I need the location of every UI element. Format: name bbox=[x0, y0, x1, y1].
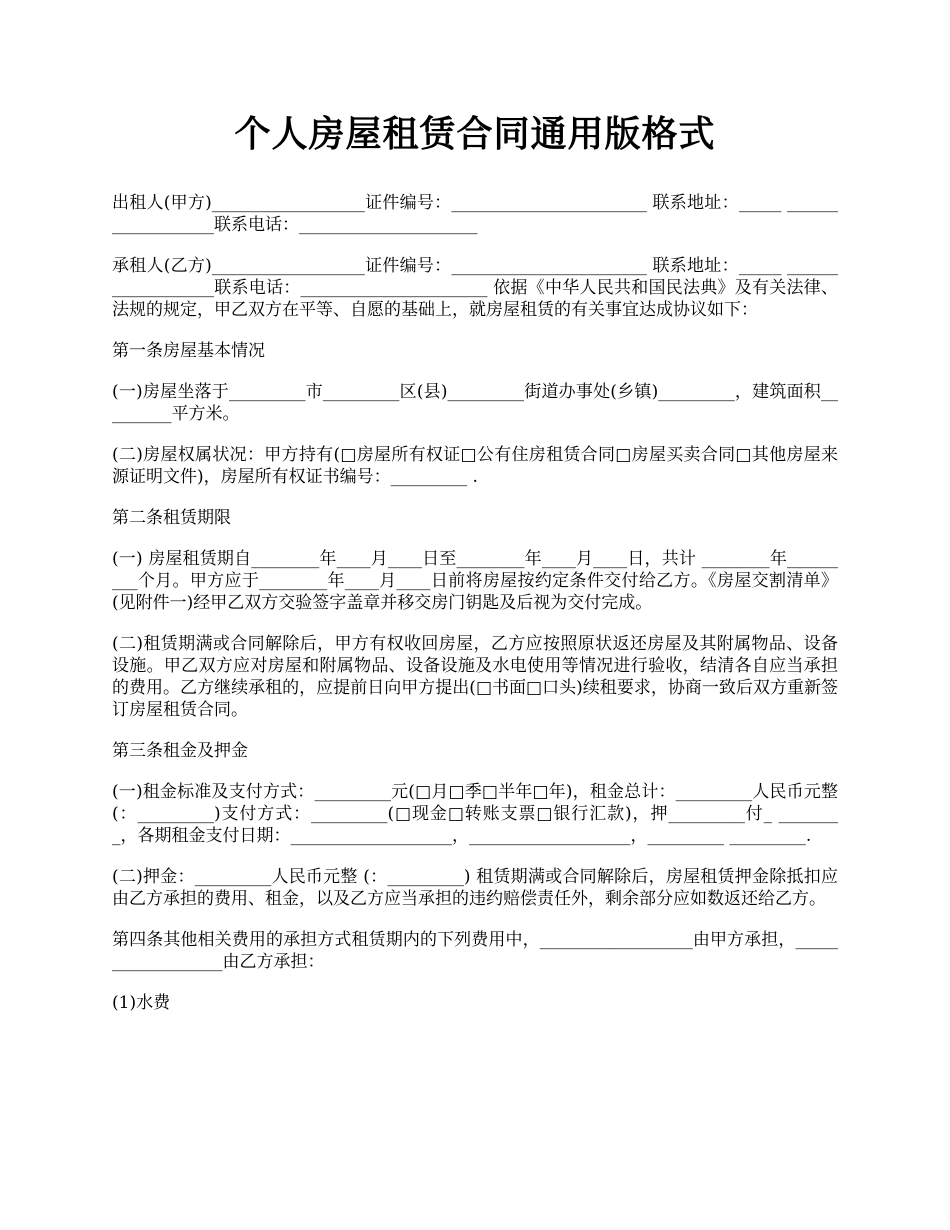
article-4-item-1: (1)水费 bbox=[112, 993, 171, 1013]
article-2-heading: 第二条租赁期限 bbox=[112, 508, 231, 528]
document-title: 个人房屋租赁合同通用版格式 bbox=[234, 113, 716, 155]
article-3-heading: 第三条租金及押金 bbox=[112, 741, 248, 761]
article-3-clause-2: (二)押金：_________人民币元整 (：_________) 租赁期满或合同解除后，房屋租赁押金除抵扣应由乙方承担的费用、租金，以及乙方应当承担的违约赔偿责任外，剩余部分应如数返还给乙方。 bbox=[112, 867, 838, 909]
article-3-clause-1: (一)租金标准及支付方式：_________元(□月□季□半年□年)，租金总计：_________人民币元整 (：_________)支付方式：_________(□现金□转账支票□银行汇款)，押_________付_ ________，各期租金支付日期：___________________，___________________，_________ _________. bbox=[112, 782, 844, 846]
article-2-clause-1: (一) 房屋租赁期自________年____月____日至________年____月____日，共计 ________年_________个月。甲方应于________年____月____日前将房屋按约定条件交付给乙方。《房屋交割清单》(见附件一)经甲乙双方交验签字盖章并移交房门钥匙及后视为交付完成。 bbox=[112, 549, 838, 613]
article-1-clause-1: (一)房屋坐落于_________市_________区(县)_________街道办事处(乡镇)_________，建筑面积_________平方米。 bbox=[112, 382, 838, 424]
article-1-clause-2: (二)房屋权属状况：甲方持有(□房屋所有权证□公有住房租赁合同□房屋买卖合同□其他房屋来源证明文件)，房屋所有权证书编号：_________ . bbox=[112, 445, 838, 487]
article-4-paragraph: 第四条其他相关费用的承担方式租赁期内的下列费用中，__________________由甲方承担，__________________由乙方承担： bbox=[112, 930, 838, 972]
article-2-clause-2: (二)租赁期满或合同解除后，甲方有权收回房屋，乙方应按照原状返还房屋及其附属物品、设备设施。甲乙双方应对房屋和附属物品、设备设施及水电使用等情况进行验收，结清各自应当承担的费用。乙方继续承租的，应提前日向甲方提出(□书面□口头)续租要求，协商一致后双方重新签订房屋租赁合同。 bbox=[112, 634, 838, 720]
lessee-info-paragraph: 承租人(乙方)__________________证件编号：_______________________ 联系地址：_____ __________________联系电话：______________________ 依据《中华人民共和国民法典》及有关法律、法规的规定，甲乙双方在平等、自愿的基础上，就房屋租赁的有关事宜达成协议如下： bbox=[112, 256, 838, 320]
article-1-heading: 第一条房屋基本情况 bbox=[112, 341, 265, 361]
lessor-info-paragraph: 出租人(甲方)__________________证件编号：_______________________ 联系地址：_____ __________________联系电话：_____________________ bbox=[112, 193, 838, 235]
